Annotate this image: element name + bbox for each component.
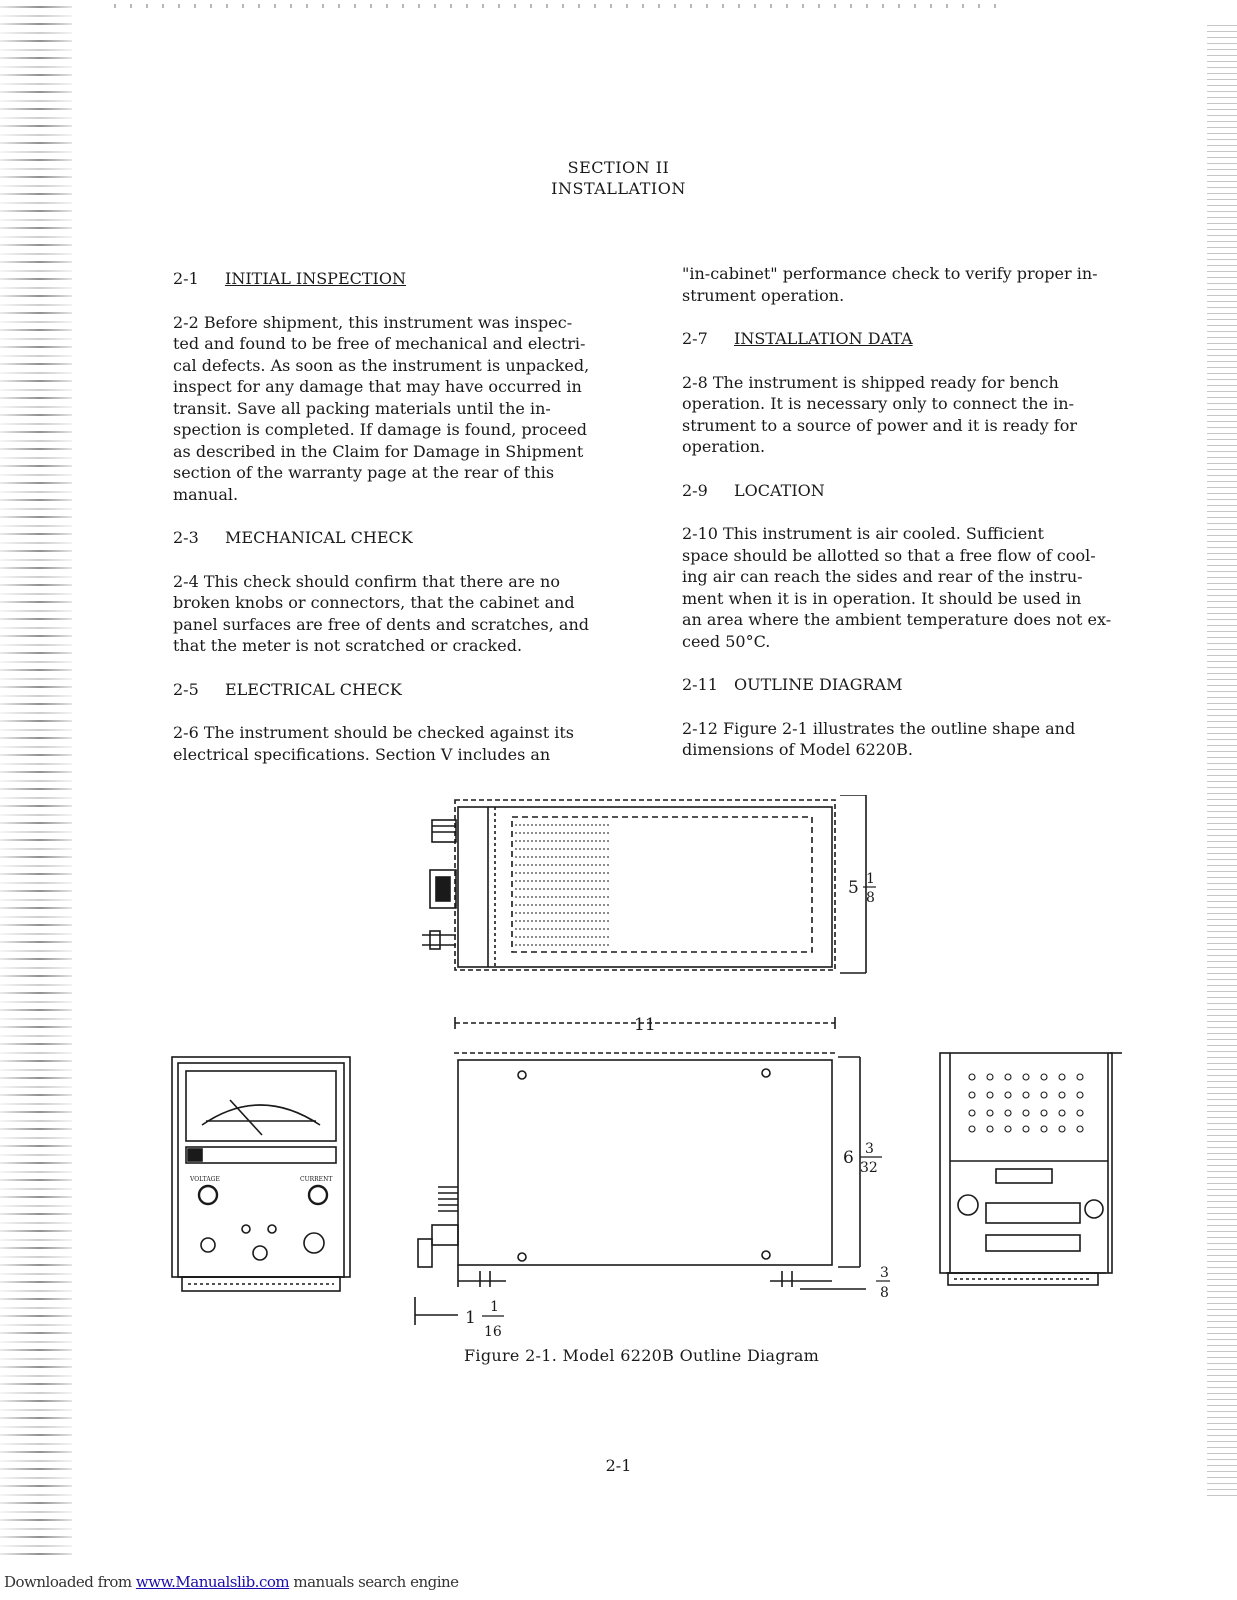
- front-label-voltage: VOLTAGE: [190, 1176, 220, 1183]
- footer-suffix: manuals search engine: [289, 1573, 459, 1591]
- dim-top-whole: 5: [848, 878, 859, 898]
- outline-diagram: [160, 795, 1160, 1355]
- dim-top-num: 1: [866, 871, 875, 887]
- figure-caption: Figure 2-1. Model 6220B Outline Diagram: [464, 1346, 820, 1365]
- paragraph-2-4: 2-4 This check should confirm that there are no broken knobs or connectors, that the cabinet and panel surfaces are free of dents and scratches, and that the meter is not scratched or cracked.: [173, 571, 589, 655]
- top-view: [422, 795, 866, 973]
- heading-location: 2-9 LOCATION: [682, 480, 825, 500]
- heading-electrical-check: 2-5 ELECTRICAL CHECK: [173, 679, 402, 699]
- paragraph-2-2: 2-2 Before shipment, this instrument was inspec- ted and found to be free of mechanical and electri- cal defects. As soon as the instrument is unpacked, inspect for any damage that may have occurred in transit. Save all packing materials until the in- spection is completed. If damage is found, proceed as described in the Claim for Damage in Shipment section of the warranty page at the rear of this manual.: [173, 312, 590, 504]
- page-number: 2-1: [605, 1456, 632, 1475]
- dim-foot-den: 8: [880, 1285, 889, 1301]
- paragraph-2-12: 2-12 Figure 2-1 illustrates the outline shape and dimensions of Model 6220B.: [682, 718, 1076, 759]
- dim-front-num: 1: [490, 1299, 499, 1315]
- scan-edge-top: [100, 4, 1000, 8]
- paragraph-2-6: 2-6 The instrument should be checked against its electrical specifications. Section V includes an: [173, 723, 574, 764]
- dim-side-num: 3: [865, 1141, 874, 1157]
- footer-link[interactable]: www.Manualslib.com: [135, 1573, 290, 1591]
- heading-outline-diagram: 2-11 OUTLINE DIAGRAM: [682, 675, 903, 694]
- dim-top-den: 8: [866, 890, 875, 906]
- front-label-current: CURRENT: [300, 1176, 333, 1183]
- dim-front-whole: 1: [465, 1308, 476, 1328]
- right-column: [682, 263, 1152, 783]
- rear-vent: [969, 1074, 1083, 1132]
- paragraph-2-10: 2-10 This instrument is air cooled. Sufficient space should be allotted so that a free flow of cool- ing air can reach the sides and rear of the instru- ment when it is in operation. It should be used in an area where the ambient temperature does not ex- ceed 50°C.: [682, 524, 1112, 651]
- heading-mechanical-check: 2-3 MECHANICAL CHECK: [173, 528, 413, 547]
- download-footer: [4, 1573, 459, 1591]
- dim-front-den: 16: [484, 1324, 502, 1340]
- rear-view: [940, 1053, 1122, 1285]
- side-view: [415, 1017, 866, 1325]
- scan-edge-right: [1207, 20, 1237, 1500]
- dim-foot-num: 3: [880, 1265, 889, 1281]
- section-title: INSTALLATION: [551, 179, 686, 198]
- paragraph-2-8: 2-8 The instrument is shipped ready for bench operation. It is necessary only to connect the in- strument to a source of power and it is ready for operation.: [682, 372, 1077, 456]
- section-number: SECTION II: [567, 158, 670, 177]
- dim-side-whole: 6: [843, 1148, 854, 1168]
- left-column: [173, 268, 643, 787]
- dim-side-den: 32: [860, 1160, 878, 1176]
- footer-prefix: Downloaded from: [4, 1573, 136, 1591]
- front-view: [172, 1057, 350, 1291]
- section-heading: [0, 157, 1237, 199]
- dim-length: 11: [634, 1015, 656, 1035]
- heading-installation-data: 2-7 INSTALLATION DATA: [682, 329, 913, 348]
- paragraph-2-6-continued: "in-cabinet" performance check to verify proper in- strument operation.: [682, 264, 1098, 305]
- scan-edge-left: [0, 0, 72, 1560]
- heading-initial-inspection: 2-1 INITIAL INSPECTION: [173, 269, 406, 288]
- vent-grille: [515, 825, 610, 945]
